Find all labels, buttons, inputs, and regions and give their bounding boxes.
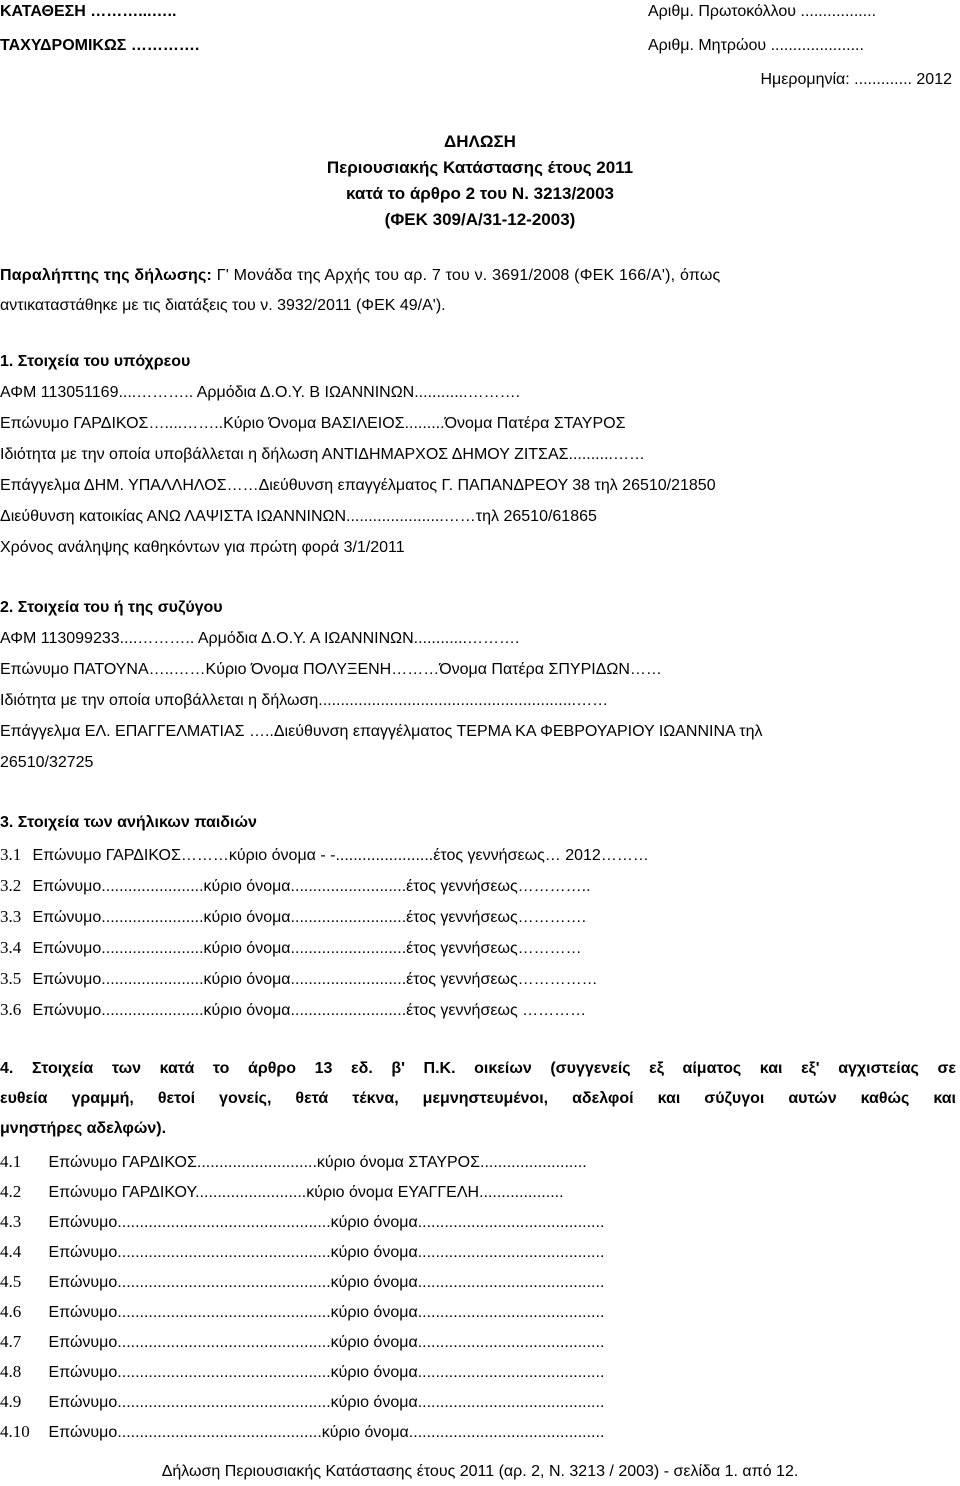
row-text: Επώνυμο.......................κύριο όνομα..........................έτος γεννήσεως…………. [32,909,587,926]
mail-label: ΤΑΧΥΔΡΟΜΙΚΩΣ …………. [0,37,200,54]
row-text: Επώνυμο................................................κύριο όνομα.......................................... [48,1274,605,1291]
row-number: 4.6 [0,1302,22,1321]
row-number: 3.4 [0,938,22,957]
row-number: 3.1 [0,845,22,864]
row-number: 4.9 [0,1392,22,1411]
section4-heading-line-2: ευθεία γραμμή, θετοί γονείς, θετά τέκνα, μεμνηστευμένοι, αδελφοί και σύζυγοι αυτών καθώς και [0,1090,956,1107]
section3-row [0,969,598,990]
section4-row [0,1332,604,1353]
recipient-text: Γ' Μονάδα της Αρχής του αρ. 7 του ν. 3691/2008 (ΦΕΚ 166/Α'), όπως [216,267,721,284]
section2-name-line: Επώνυμο ΠΑΤΟΥΝΑ…..……Κύριο Όνομα ΠΟΛΥΞΕΝΗ………Όνομα Πατέρα ΣΠΥΡΙΔΩΝ…… [0,661,662,678]
section4-row [0,1152,587,1173]
row-number: 3.6 [0,1000,22,1019]
row-number: 4.1 [0,1152,22,1171]
row-number: 4.2 [0,1182,22,1201]
row-number: 3.3 [0,907,22,926]
section4-row [0,1182,564,1203]
section2-tax-id-line: ΑΦΜ 113099233....……….. Αρμόδια Δ.Ο.Υ. Α ΙΩΑΝΝΙΝΩΝ............………. [0,630,520,647]
section2-profession-line: Επάγγελμα ΕΛ. ΕΠΑΓΓΕΛΜΑΤΙΑΣ …..Διεύθυνση επαγγέλματος ΤΕΡΜΑ ΚΑ ΦΕΒΡΟΥΑΡΙΟΥ ΙΩΑΝΝΙΝΑ τηλ [0,723,763,740]
row-text: Επώνυμο ΓΑΡΔΙΚΟΣ...........................κύριο όνομα ΣΤΑΥΡΟΣ........................ [48,1154,587,1171]
section4-heading-line-3: μνηστήρες αδελφών). [0,1120,167,1137]
section2-heading: 2. Στοιχεία του ή της συζύγου [0,599,223,616]
row-text: Επώνυμο.......................κύριο όνομα..........................έτος γεννήσεως………… [32,940,582,957]
section3-row [0,876,591,897]
row-text: Επώνυμο.......................κύριο όνομα..........................έτος γεννήσεως…………… [32,971,598,988]
recipient-line-2: αντικαταστάθηκε με τις διατάξεις του ν. 3932/2011 (ΦΕΚ 49/Α'). [0,297,446,314]
section2-phone-line: 26510/32725 [0,754,94,771]
declaration-date: Ημερομηνία: ............. 2012 [760,71,952,88]
section3-heading: 3. Στοιχεία των ανήλικων παιδιών [0,814,257,831]
protocol-number: Αριθμ. Πρωτοκόλλου ................. [648,3,877,20]
section1-name-line: Επώνυμο ΓΑΡΔΙΚΟΣ…....……..Κύριο Όνομα ΒΑΣΙΛΕΙΟΣ.........Όνομα Πατέρα ΣΤΑΥΡΟΣ [0,415,626,432]
section4-row [0,1242,604,1263]
section4-row [0,1422,604,1443]
section1-heading: 1. Στοιχεία του υπόχρεου [0,353,191,370]
section3-row [0,907,586,928]
page-footer: Δήλωση Περιουσιακής Κατάστασης έτους 2011 (αρ. 2, Ν. 3213 / 2003) - σελίδα 1. από 12. [161,1463,799,1480]
row-text: Επώνυμο..............................................κύριο όνομα............................................ [48,1424,605,1441]
section4-row [0,1212,604,1233]
recipient-label: Παραλήπτης της δήλωσης: [0,267,213,284]
row-text: Επώνυμο.......................κύριο όνομα..........................έτος γεννήσεως………….. [32,878,591,895]
section4-heading-line-1: 4. Στοιχεία των κατά το άρθρο 13 εδ. β' Π.Κ. οικείων (συγγενείς εξ αίματος και εξ' αγχιστείας σε [0,1060,956,1077]
title-law-reference: κατά το άρθρο 2 του Ν. 3213/2003 [345,184,615,203]
deposit-label: ΚΑΤΑΘΕΣΗ ………...….. [0,3,177,20]
section4-row [0,1362,604,1383]
section1-start-date-line: Χρόνος ανάληψης καθηκόντων για πρώτη φορά 3/1/2011 [0,539,405,556]
section3-row [0,1000,586,1021]
row-text: Επώνυμο................................................κύριο όνομα.......................................... [48,1244,605,1261]
recipient-line-1 [0,266,958,286]
section1-tax-id-line: ΑΦΜ 113051169....……….. Αρμόδια Δ.Ο.Υ. Β ΙΩΑΝΝΙΝΩΝ............………. [0,384,521,401]
title-heading: ΔΗΛΩΣΗ [444,132,516,151]
row-number: 4.3 [0,1212,22,1231]
section4-row [0,1392,604,1413]
title-subject: Περιουσιακής Κατάστασης έτους 2011 [326,158,634,177]
section4-row [0,1272,604,1293]
section1-profession-line: Επάγγελμα ΔΗΜ. ΥΠΑΛΛΗΛΟΣ……Διεύθυνση επαγγέλματος Γ. ΠΑΠΑΝΔΡΕΟΥ 38 τηλ 26510/21850 [0,477,716,494]
section2-capacity-line: Ιδιότητα με την οποία υποβάλλεται η δήλωση..........................................................…… [0,692,609,709]
row-text: Επώνυμο................................................κύριο όνομα.......................................... [48,1334,605,1351]
row-number: 4.10 [0,1422,30,1441]
row-number: 3.2 [0,876,22,895]
section1-residence-line: Διεύθυνση κατοικίας ΑΝΩ ΛΑΨΙΣΤΑ ΙΩΑΝΝΙΝΩΝ......................……τηλ 26510/61865 [0,508,597,525]
title-gazette-reference: (ΦΕΚ 309/Α/31-12-2003) [384,210,576,229]
row-text: Επώνυμο ΓΑΡΔΙΚΟΥ.........................κύριο όνομα ΕΥΑΓΓΕΛΗ................... [48,1184,564,1201]
row-text: Επώνυμο................................................κύριο όνομα.......................................... [48,1304,605,1321]
row-text: Επώνυμο.......................κύριο όνομα..........................έτος γεννήσεως ………… [32,1002,587,1019]
row-text: Επώνυμο................................................κύριο όνομα.......................................... [48,1394,605,1411]
row-text: Επώνυμο ΓΑΡΔΙΚΟΣ………κύριο όνομα - -......................έτος γεννήσεως… 2012……… [32,847,649,864]
row-text: Επώνυμο................................................κύριο όνομα.......................................... [48,1364,605,1381]
section3-row [0,938,582,959]
row-number: 4.5 [0,1272,22,1291]
row-number: 4.4 [0,1242,22,1261]
row-number: 4.7 [0,1332,22,1351]
row-number: 3.5 [0,969,22,988]
section4-row [0,1302,604,1323]
row-text: Επώνυμο................................................κύριο όνομα.......................................... [48,1214,605,1231]
section1-capacity-line: Ιδιότητα με την οποία υποβάλλεται η δήλωση ΑΝΤΙΔΗΜΑΡΧΟΣ ΔΗΜΟΥ ΖΙΤΣΑΣ..........…… [0,446,645,463]
register-number: Αριθμ. Μητρώου ..................... [648,37,864,54]
row-number: 4.8 [0,1362,22,1381]
section3-row [0,845,649,866]
